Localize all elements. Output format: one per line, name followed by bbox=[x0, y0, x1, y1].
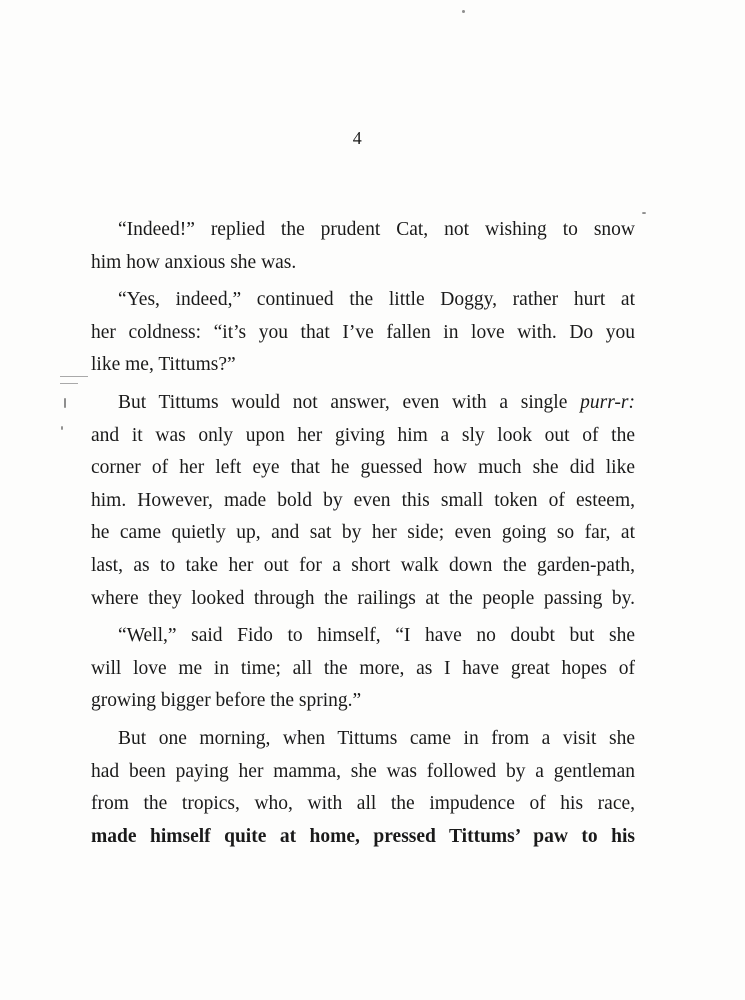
text-line: him. However, made bold by even this small token of esteem, bbox=[91, 489, 635, 511]
paragraph-1 bbox=[91, 214, 635, 279]
text-line: “Well,” said Fido to himself, “I have no doubt but she bbox=[118, 625, 635, 647]
paragraph-3 bbox=[91, 387, 635, 615]
text-line: will love me in time; all the more, as I have great hopes of bbox=[91, 657, 635, 679]
text-line: “Indeed!” replied the prudent Cat, not wishing to snow bbox=[118, 219, 635, 240]
paragraph-4 bbox=[91, 620, 635, 718]
text-line: him how anxious she was. bbox=[91, 251, 297, 273]
scan-speck bbox=[61, 426, 63, 430]
scan-artifact bbox=[60, 376, 88, 377]
scan-speck bbox=[64, 398, 66, 408]
paragraph-5 bbox=[91, 723, 635, 853]
scan-speck bbox=[462, 10, 465, 13]
text-line: last, as to take her out for a short walk down the garden-path, bbox=[91, 554, 635, 576]
text-line: from the tropics, who, with all the impudence of his race, bbox=[91, 793, 635, 815]
page-body-text bbox=[91, 214, 635, 853]
text-line: had been paying her mamma, she was followed by a gentleman bbox=[91, 760, 635, 782]
text-line: her coldness: “it’s you that I’ve fallen in love with. Do you bbox=[91, 321, 635, 343]
paragraph-2 bbox=[91, 284, 635, 382]
text-line: corner of her left eye that he guessed how much she did like bbox=[91, 457, 635, 479]
text-line bbox=[91, 387, 635, 420]
page-number: 4 bbox=[352, 128, 363, 148]
purr-italic-text: purr-r: bbox=[580, 391, 635, 413]
scan-artifact bbox=[60, 383, 78, 384]
text-line: made himself quite at home, pressed Tittums’ paw to his bbox=[91, 825, 635, 847]
text-line: “Yes, indeed,” continued the little Doggy, rather hurt at bbox=[118, 289, 635, 311]
scan-speck bbox=[642, 212, 646, 214]
text-line: and it was only upon her giving him a sly look out of the bbox=[91, 424, 635, 446]
text-line: where they looked through the railings at the people passing by. bbox=[91, 587, 635, 609]
text-line: like me, Tittums?” bbox=[91, 354, 236, 376]
text-line: he came quietly up, and sat by her side; even going so far, at bbox=[91, 522, 635, 544]
text-line: growing bigger before the spring.” bbox=[91, 690, 362, 712]
text-line: But one morning, when Tittums came in from a visit she bbox=[118, 727, 635, 749]
text-fragment: But Tittums would not answer, even with a single bbox=[118, 391, 581, 413]
